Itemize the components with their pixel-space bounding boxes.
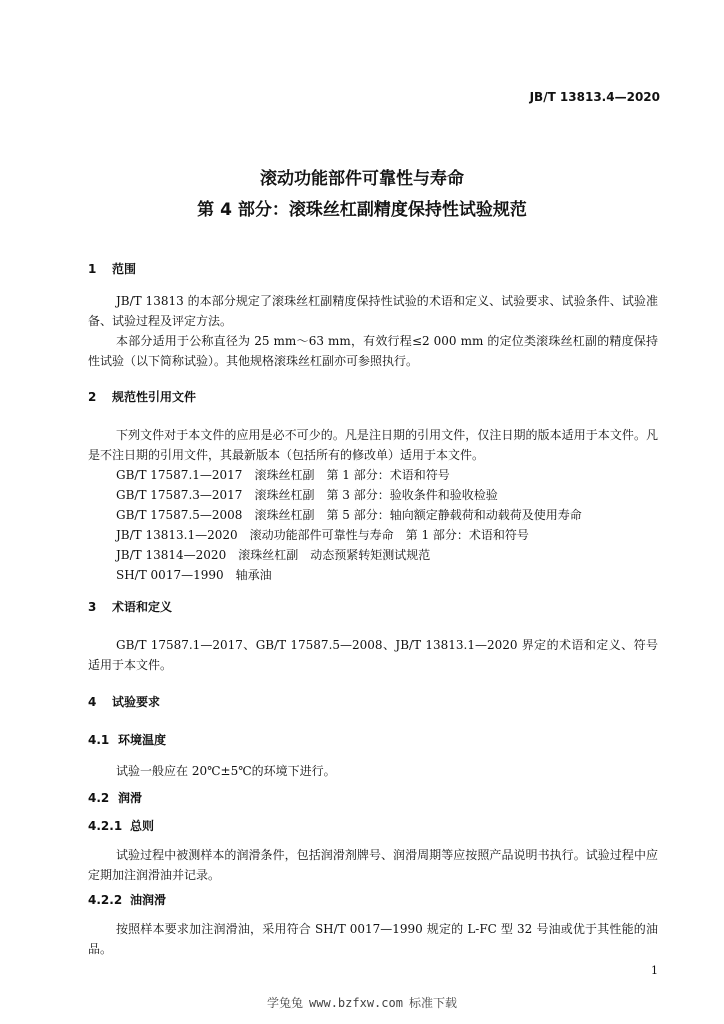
reference-item — [116, 465, 450, 485]
reference-code: GB/T 17587.5—2008 — [116, 508, 243, 522]
reference-part: 第 1 部分：术语和符号 — [326, 468, 450, 482]
watermark-site-name: 学兔兔 — [267, 996, 304, 1010]
standard-number: JB/T 13813.4—2020 — [529, 90, 660, 104]
section-3-heading — [88, 599, 172, 615]
section-4-2-2-paragraph-1 — [88, 919, 658, 959]
section-title: 术语和定义 — [112, 600, 173, 614]
reference-code: SH/T 0017—1990 — [116, 568, 224, 582]
section-4-2-1-paragraph-1 — [88, 845, 658, 885]
section-number: 2 — [88, 390, 97, 404]
reference-item — [116, 505, 582, 525]
section-number: 4.2 — [88, 791, 110, 805]
section-title: 规范性引用文件 — [112, 390, 197, 404]
document-title-line2: 第 4 部分：滚珠丝杠副精度保持性试验规范 — [197, 200, 527, 220]
reference-part: 第 1 部分：术语和符号 — [405, 528, 529, 542]
reference-title: 轴承油 — [235, 568, 272, 582]
reference-item — [116, 485, 498, 505]
watermark-label: 标准下载 — [408, 996, 457, 1010]
section-4-2-2-heading — [88, 892, 166, 908]
paragraph-text: 下列文件对于本文件的应用是必不可少的。凡是注日期的引用文件，仅注日期的版本适用于本文件。凡是不注日期的引用文件，其最新版本（包括所有的修改单）适用于本文件。 — [88, 428, 658, 462]
reference-title: 滚珠丝杠副 — [254, 508, 315, 522]
section-1-paragraph-2 — [88, 331, 658, 371]
document-title-line1: 滚动功能部件可靠性与寿命 — [260, 169, 464, 189]
reference-item — [116, 525, 529, 545]
watermark-url: www.bzfxw.com — [309, 996, 403, 1010]
paragraph-text: GB/T 17587.1—2017、GB/T 17587.5—2008、JB/T 13813.1—2020 界定的术语和定义、符号适用于本文件。 — [88, 638, 658, 672]
reference-part: 动态预紧转矩测试规范 — [310, 548, 431, 562]
section-title: 润滑 — [118, 791, 143, 805]
reference-part: 第 5 部分：轴向额定静载荷和动载荷及使用寿命 — [326, 508, 582, 522]
reference-part: 第 3 部分：验收条件和验收检验 — [326, 488, 498, 502]
section-4-1-heading — [88, 732, 166, 748]
reference-item — [116, 545, 430, 565]
paragraph-text: 试验过程中被测样本的润滑条件，包括润滑剂牌号、润滑周期等应按照产品说明书执行。试验过程中应定期加注润滑油并记录。 — [88, 848, 658, 882]
reference-title: 滚珠丝杠副 — [238, 548, 299, 562]
reference-code: GB/T 17587.1—2017 — [116, 468, 243, 482]
section-number: 4.1 — [88, 733, 110, 747]
section-4-2-1-heading — [88, 818, 154, 834]
section-4-2-heading — [88, 790, 142, 806]
paragraph-text: JB/T 13813 的本部分规定了滚珠丝杠副精度保持性试验的术语和定义、试验要求、试验条件、试验准备、试验过程及评定方法。 — [88, 294, 658, 328]
section-3-paragraph-1 — [88, 635, 658, 675]
reference-code: JB/T 13814—2020 — [116, 548, 227, 562]
paragraph-text: 试验一般应在 20℃±5℃的环境下进行。 — [116, 764, 336, 778]
section-1-heading — [88, 261, 136, 277]
paragraph-text: 按照样本要求加注润滑油，采用符合 SH/T 0017—1990 规定的 L-FC 型 32 号油或优于其性能的油品。 — [88, 922, 658, 956]
reference-code: GB/T 17587.3—2017 — [116, 488, 243, 502]
reference-title: 滚动功能部件可靠性与寿命 — [249, 528, 394, 542]
paragraph-text: 本部分适用于公称直径为 25 mm～63 mm，有效行程≤2 000 mm 的定位类滚珠丝杠副的精度保持性试验（以下简称试验）。其他规格滚珠丝杠副亦可参照执行。 — [88, 334, 658, 368]
section-4-1-paragraph-1 — [88, 761, 658, 781]
reference-title: 滚珠丝杠副 — [254, 468, 315, 482]
section-number: 3 — [88, 600, 97, 614]
section-number: 4.2.1 — [88, 819, 123, 833]
reference-title: 滚珠丝杠副 — [254, 488, 315, 502]
watermark-footer — [0, 994, 724, 1011]
page-number: 1 — [651, 964, 658, 977]
section-title: 范围 — [112, 262, 137, 276]
reference-item — [116, 565, 272, 585]
section-4-heading — [88, 694, 160, 710]
section-title: 环境温度 — [118, 733, 167, 747]
section-number: 4 — [88, 695, 97, 709]
section-title: 总则 — [130, 819, 155, 833]
section-number: 4.2.2 — [88, 893, 123, 907]
section-number: 1 — [88, 262, 97, 276]
section-1-paragraph-1 — [88, 291, 658, 331]
section-title: 油润滑 — [130, 893, 167, 907]
reference-code: JB/T 13813.1—2020 — [116, 528, 238, 542]
section-2-heading — [88, 389, 196, 405]
section-title: 试验要求 — [112, 695, 161, 709]
section-2-paragraph-1 — [88, 425, 658, 465]
